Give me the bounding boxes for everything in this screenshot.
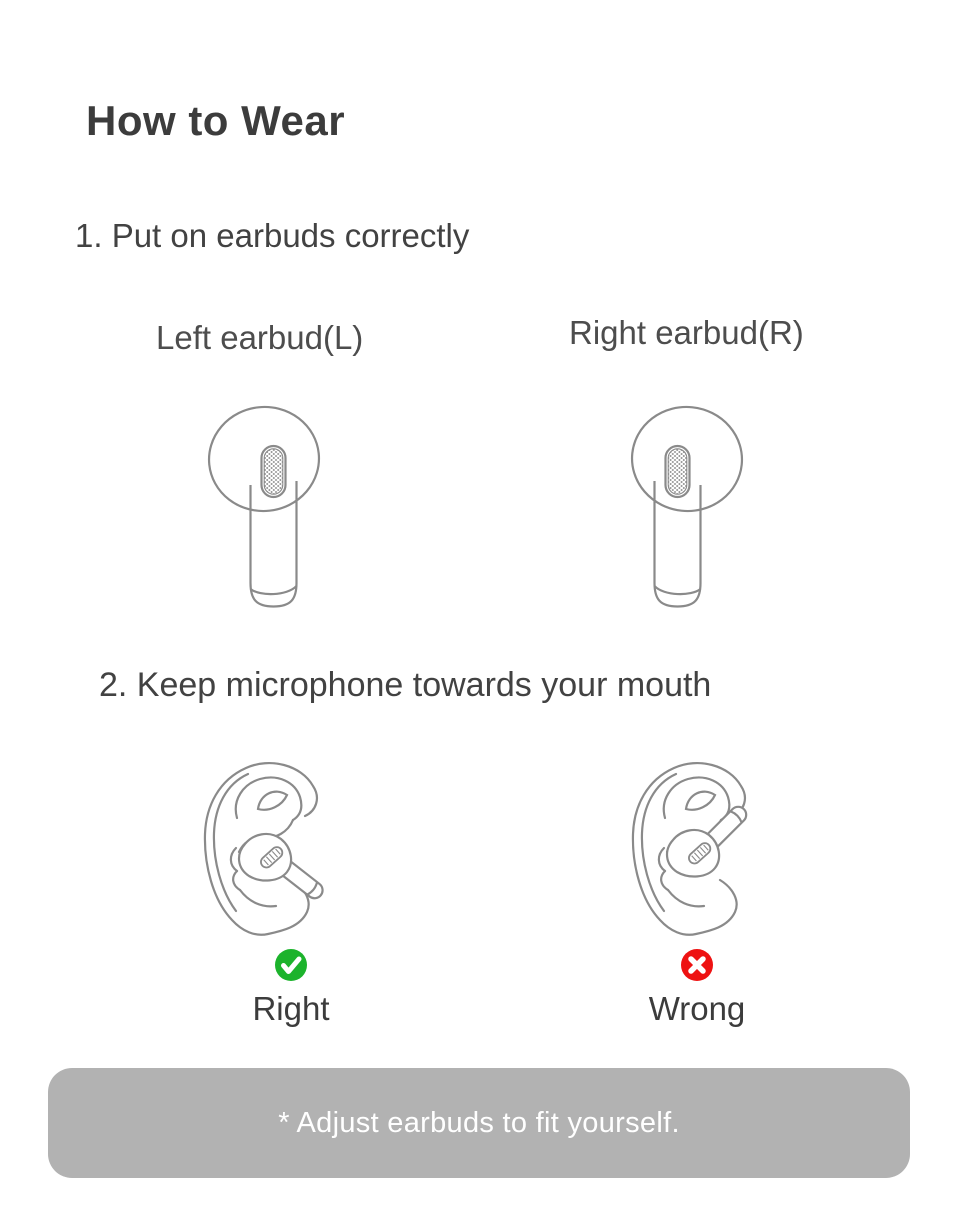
earbud-in-ear-correct <box>239 834 326 901</box>
correct-label: Right <box>252 990 330 1027</box>
step2-heading: 2. Keep microphone towards your mouth <box>99 666 712 704</box>
note-text: * Adjust earbuds to fit yourself. <box>278 1106 680 1139</box>
earbud-in-ear-wrong <box>667 804 749 877</box>
x-circle-icon <box>680 948 714 982</box>
ear-correct-wearing-illustration <box>202 761 352 946</box>
right-earbud-label: Right earbud(R) <box>569 314 804 351</box>
check-circle-icon <box>274 948 308 982</box>
right-earbud-illustration <box>621 399 751 614</box>
page-title: How to Wear <box>86 97 346 144</box>
note-banner <box>48 1068 910 1178</box>
ear-wrong-wearing-illustration <box>630 761 780 946</box>
wrong-label: Wrong <box>648 990 746 1027</box>
left-earbud-illustration <box>200 399 330 614</box>
step1-heading: 1. Put on earbuds correctly <box>75 217 470 254</box>
verdict-correct <box>181 948 401 1029</box>
left-earbud-label: Left earbud(L) <box>156 319 364 356</box>
verdict-wrong <box>587 948 807 1029</box>
